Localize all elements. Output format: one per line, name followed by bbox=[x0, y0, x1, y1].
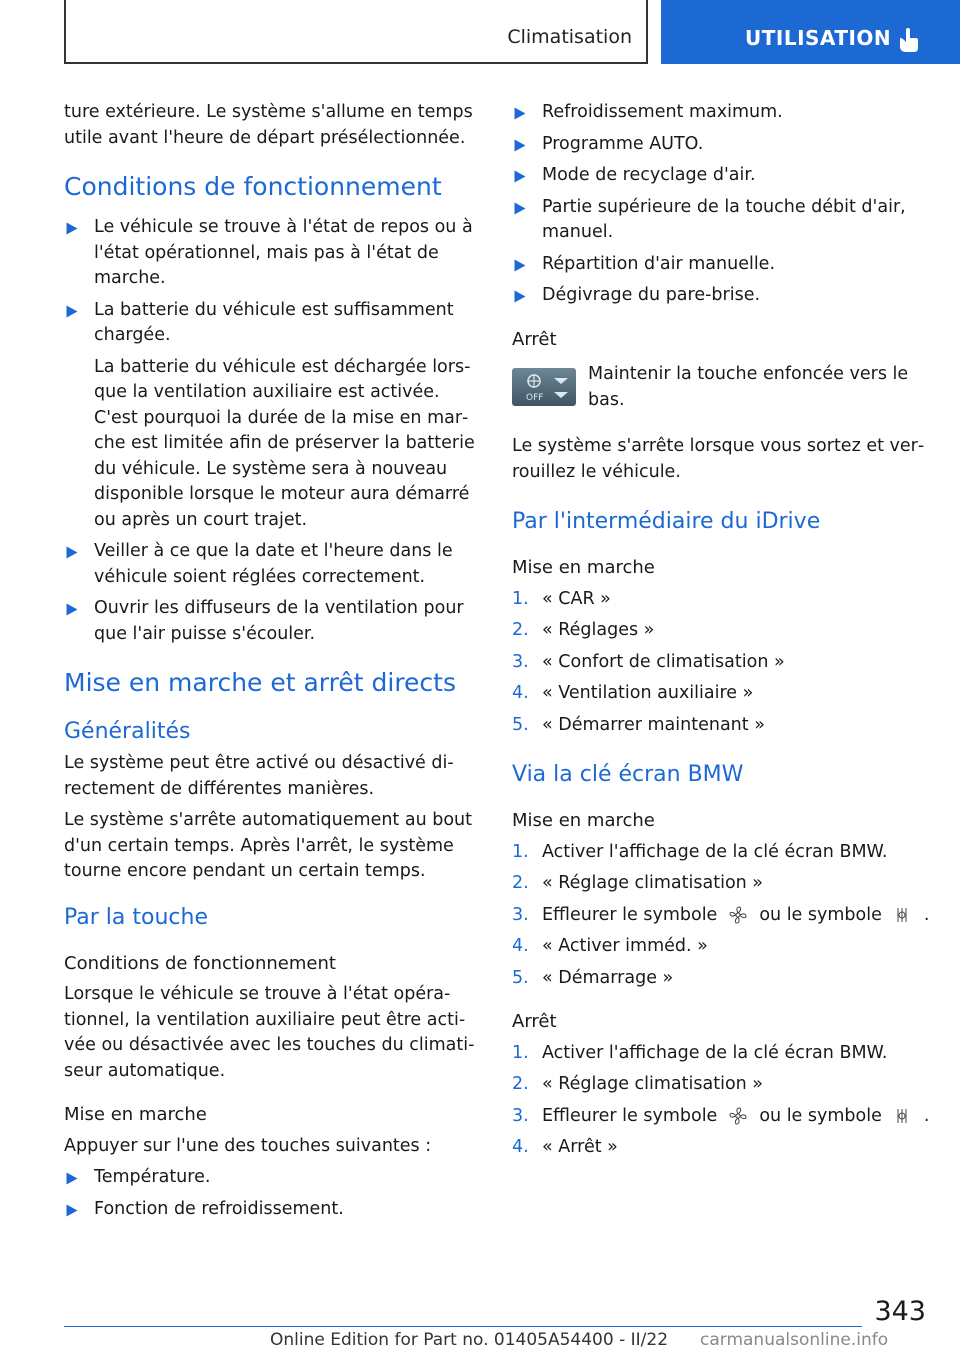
marche-list bbox=[64, 1165, 478, 1222]
list-item: Fonction de refroidissement. bbox=[64, 1197, 478, 1223]
key-off-steps bbox=[512, 1041, 930, 1161]
heading-bmw-key: Via la clé écran BMW bbox=[512, 762, 744, 787]
triangle-bullet-icon bbox=[67, 305, 78, 317]
list-item: 5. « Démarrage » bbox=[512, 967, 674, 988]
header-box bbox=[64, 0, 648, 64]
heading-idrive-marche: Mise en marche bbox=[512, 557, 655, 578]
heading-key-marche: Mise en marche bbox=[512, 810, 655, 831]
list-item: La batterie du véhicule est suffisamment chargée. La batterie du véhicule est déchargée lorsque la ventilation auxiliaire est activée. C'est pourquoi la durée de la mise en marche est limitée afin de préserver la batterie du véhicule. Le système sera à nouveau disponible lorsque le moteur aura démarré ou après un court trajet. bbox=[64, 298, 478, 534]
chapter-title: Climatisation bbox=[507, 26, 632, 48]
triangle-bullet-icon bbox=[67, 547, 78, 559]
fan-defrost-icon bbox=[892, 905, 914, 925]
list-item: Programme AUTO. bbox=[512, 132, 930, 158]
list-item: 4. « Activer imméd. » bbox=[512, 936, 708, 956]
list-item: 2. « Réglages » bbox=[512, 620, 655, 640]
fan-icon bbox=[727, 1106, 749, 1126]
list-item: Mode de recyclage d'air. bbox=[512, 163, 930, 189]
list-item: 1. Activer l'affichage de la clé écran BMW. bbox=[512, 1042, 888, 1063]
list-item: 3. Effleurer le symbole ou le symbole . bbox=[512, 1105, 930, 1126]
heading-idrive: Par l'intermédiaire du iDrive bbox=[512, 509, 821, 534]
list-item: Ouvrir les diffuseurs de la ventilation pour que l'air puisse s'écouler. bbox=[64, 596, 478, 647]
list-item: 2. « Réglage climatisation » bbox=[512, 1074, 764, 1094]
list-item: Le véhicule se trouve à l'état de repos ou à l'état opérationnel, mais pas à l'état de marche. bbox=[64, 215, 478, 292]
intro-text: ture extérieure. Le système s'allume en temps utile avant l'heure de départ présélectionnée. bbox=[64, 102, 473, 148]
list-item: 4. « Ventilation auxiliaire » bbox=[512, 683, 754, 703]
list-item: 4. « Arrêt » bbox=[512, 1137, 618, 1157]
list-item: 1. « CAR » bbox=[512, 588, 611, 609]
footer-divider bbox=[64, 1326, 862, 1327]
list-item: 5. « Démarrer maintenant » bbox=[512, 714, 765, 735]
hand-pointer-icon bbox=[894, 26, 922, 54]
triangle-bullet-icon bbox=[515, 259, 526, 271]
list-item: Refroidissement maximum. bbox=[512, 100, 930, 126]
arret-note: Le système s'arrête lorsque vous sortez et verrouillez le véhicule. bbox=[512, 436, 925, 482]
heading-generalites: Généralités bbox=[64, 719, 191, 744]
idrive-steps bbox=[512, 587, 930, 739]
heading-key-arret: Arrêt bbox=[512, 1011, 557, 1032]
marche-text: Appuyer sur l'une des touches suivantes : bbox=[64, 1135, 432, 1156]
arret-instruction: Maintenir la touche enfoncée vers le bas. bbox=[588, 364, 909, 410]
left-column bbox=[64, 100, 478, 1230]
triangle-bullet-icon bbox=[67, 1173, 78, 1185]
key-on-steps bbox=[512, 840, 930, 992]
battery-note: La batterie du véhicule est déchargée lorsque la ventilation auxiliaire est activée. C'est pourquoi la durée de la mise en marche est limitée afin de préserver la batterie du véhicule. Le système sera à nouveau disponible lorsque le moteur aura démarré ou après un court trajet. bbox=[94, 356, 475, 530]
list-item: 2. « Réglage climatisation » bbox=[512, 873, 764, 893]
heading-arret: Arrêt bbox=[512, 328, 557, 350]
list-item: Dégivrage du pare-brise. bbox=[512, 283, 930, 309]
heading-mise-en-marche: Mise en marche et arrêt directs bbox=[64, 668, 457, 697]
fan-off-key-image bbox=[512, 368, 576, 406]
triangle-bullet-icon bbox=[515, 202, 526, 214]
list-item: Répartition d'air manuelle. bbox=[512, 252, 930, 278]
right-column bbox=[512, 100, 930, 1169]
fan-off-icon bbox=[512, 368, 576, 406]
triangle-bullet-icon bbox=[67, 223, 78, 235]
heading-par-la-touche: Par la touche bbox=[64, 904, 208, 930]
triangle-bullet-icon bbox=[67, 604, 78, 616]
conditions-2-text: Lorsque le véhicule se trouve à l'état opérationnel, la ventilation auxiliaire peut être activée ou désactivée avec les touches du climatiseur automatique. bbox=[64, 984, 475, 1081]
fan-icon bbox=[727, 905, 749, 925]
triangle-bullet-icon bbox=[515, 139, 526, 151]
triangle-bullet-icon bbox=[67, 1204, 78, 1216]
triangle-bullet-icon bbox=[515, 108, 526, 120]
list-item: Température. bbox=[64, 1165, 478, 1191]
arret-row bbox=[512, 362, 930, 422]
triangle-bullet-icon bbox=[515, 291, 526, 303]
list-item: 1. Activer l'affichage de la clé écran BMW. bbox=[512, 841, 888, 862]
generalites-text-1: Le système peut être activé ou désactivé directement de différentes manières. bbox=[64, 753, 454, 799]
marche-list-continued bbox=[512, 100, 930, 309]
list-item: 3. « Confort de climatisation » bbox=[512, 651, 785, 672]
fan-defrost-icon bbox=[892, 1106, 914, 1126]
heading-conditions: Conditions de fonctionnement bbox=[64, 172, 442, 201]
svg-text:OFF: OFF bbox=[526, 393, 544, 403]
list-item: Veiller à ce que la date et l'heure dans le véhicule soient réglées correctement. bbox=[64, 539, 478, 590]
watermark-text: carmanualsonline.info bbox=[700, 1330, 889, 1350]
edition-text: Online Edition for Part no. 01405A54400 - II/22 bbox=[270, 1330, 669, 1350]
section-tab-label: UTILISATION bbox=[745, 26, 892, 50]
conditions-list bbox=[64, 215, 478, 647]
page-number: 343 bbox=[874, 1296, 926, 1327]
generalites-text-2: Le système s'arrête automatiquement au bout d'un certain temps. Après l'arrêt, le système tourne encore pendant un certain temps. bbox=[64, 810, 472, 881]
heading-marche: Mise en marche bbox=[64, 1104, 207, 1125]
list-item: 3. Effleurer le symbole ou le symbole . bbox=[512, 904, 930, 925]
heading-conditions-2: Conditions de fonctionnement bbox=[64, 952, 336, 974]
triangle-bullet-icon bbox=[515, 171, 526, 183]
list-item: Partie supérieure de la touche débit d'air, manuel. bbox=[512, 195, 930, 246]
